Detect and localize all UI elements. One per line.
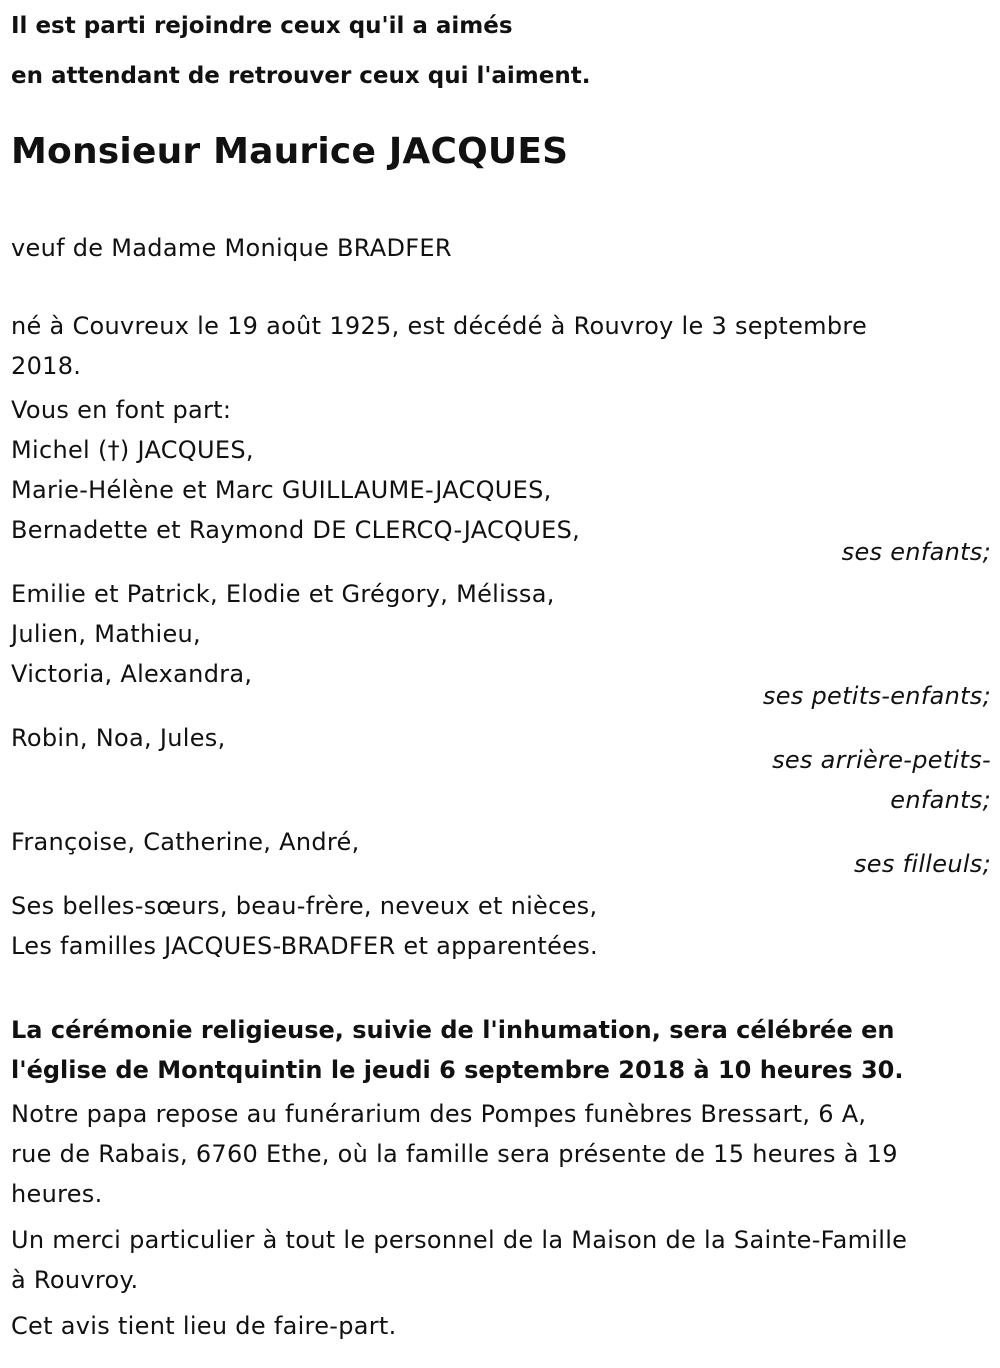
grandchild-entry: Julien, Mathieu, xyxy=(11,620,201,648)
great-grandchildren-label-line-1: ses arrière-petits- xyxy=(772,746,991,774)
funeral-home-line-1: Notre papa repose au funérarium des Pompes funèbres Bressart, 6 A, xyxy=(11,1100,867,1128)
grandchild-entry: Emilie et Patrick, Elodie et Grégory, Mélissa, xyxy=(11,580,555,608)
thanks-note xyxy=(11,1220,991,1300)
great-grandchild-entry: Robin, Noa, Jules, xyxy=(11,724,226,752)
child-entry: Marie-Hélène et Marc GUILLAUME-JACQUES, xyxy=(11,476,552,504)
great-grandchildren-label-line-2: enfants; xyxy=(890,786,991,814)
birth-death-info xyxy=(11,306,991,386)
deceased-name: Monsieur Maurice JACQUES xyxy=(11,131,569,172)
child-entry: Michel (†) JACQUES, xyxy=(11,436,254,464)
closing-note: Cet avis tient lieu de faire-part. xyxy=(11,1312,397,1340)
funeral-home-line-2: rue de Rabais, 6760 Ethe, où la famille sera présente de 15 heures à 19 xyxy=(11,1140,898,1168)
widow-of: veuf de Madame Monique BRADFER xyxy=(11,234,452,262)
funeral-home-line-3: heures. xyxy=(11,1180,103,1208)
birth-death-line-1: né à Couvreux le 19 août 1925, est décédé à Rouvroy le 3 septembre xyxy=(11,312,868,340)
funeral-home-info xyxy=(11,1094,991,1214)
birth-death-line-2: 2018. xyxy=(11,352,82,380)
child-entry: Bernadette et Raymond DE CLERCQ-JACQUES, xyxy=(11,516,581,544)
great-grandchildren-group xyxy=(11,718,991,820)
children-group xyxy=(11,430,991,572)
extended-family-entry: Les familles JACQUES-BRADFER et apparentées. xyxy=(11,932,598,960)
quote-line-2: en attendant de retrouver ceux qui l'aiment. xyxy=(11,63,591,89)
godchildren-label: ses filleuls; xyxy=(854,850,991,878)
grandchild-entry: Victoria, Alexandra, xyxy=(11,660,253,688)
grandchildren-group xyxy=(11,574,991,716)
godchildren-group xyxy=(11,822,991,884)
ceremony-info xyxy=(11,1010,991,1090)
ceremony-line-1: La cérémonie religieuse, suivie de l'inhumation, sera célébrée en xyxy=(11,1016,895,1044)
quote-line-1: Il est parti rejoindre ceux qu'il a aimés xyxy=(11,13,513,39)
children-label: ses enfants; xyxy=(841,538,991,566)
grandchildren-label: ses petits-enfants; xyxy=(762,682,991,710)
extended-family-group xyxy=(11,886,991,966)
thanks-line-2: à Rouvroy. xyxy=(11,1266,139,1294)
announcement-intro: Vous en font part: xyxy=(11,396,232,424)
extended-family-entry: Ses belles-sœurs, beau-frère, neveux et nièces, xyxy=(11,892,598,920)
thanks-line-1: Un merci particulier à tout le personnel de la Maison de la Sainte-Famille xyxy=(11,1226,908,1254)
ceremony-line-2: l'église de Montquintin le jeudi 6 septembre 2018 à 10 heures 30. xyxy=(11,1056,904,1084)
godchild-entry: Françoise, Catherine, André, xyxy=(11,828,360,856)
